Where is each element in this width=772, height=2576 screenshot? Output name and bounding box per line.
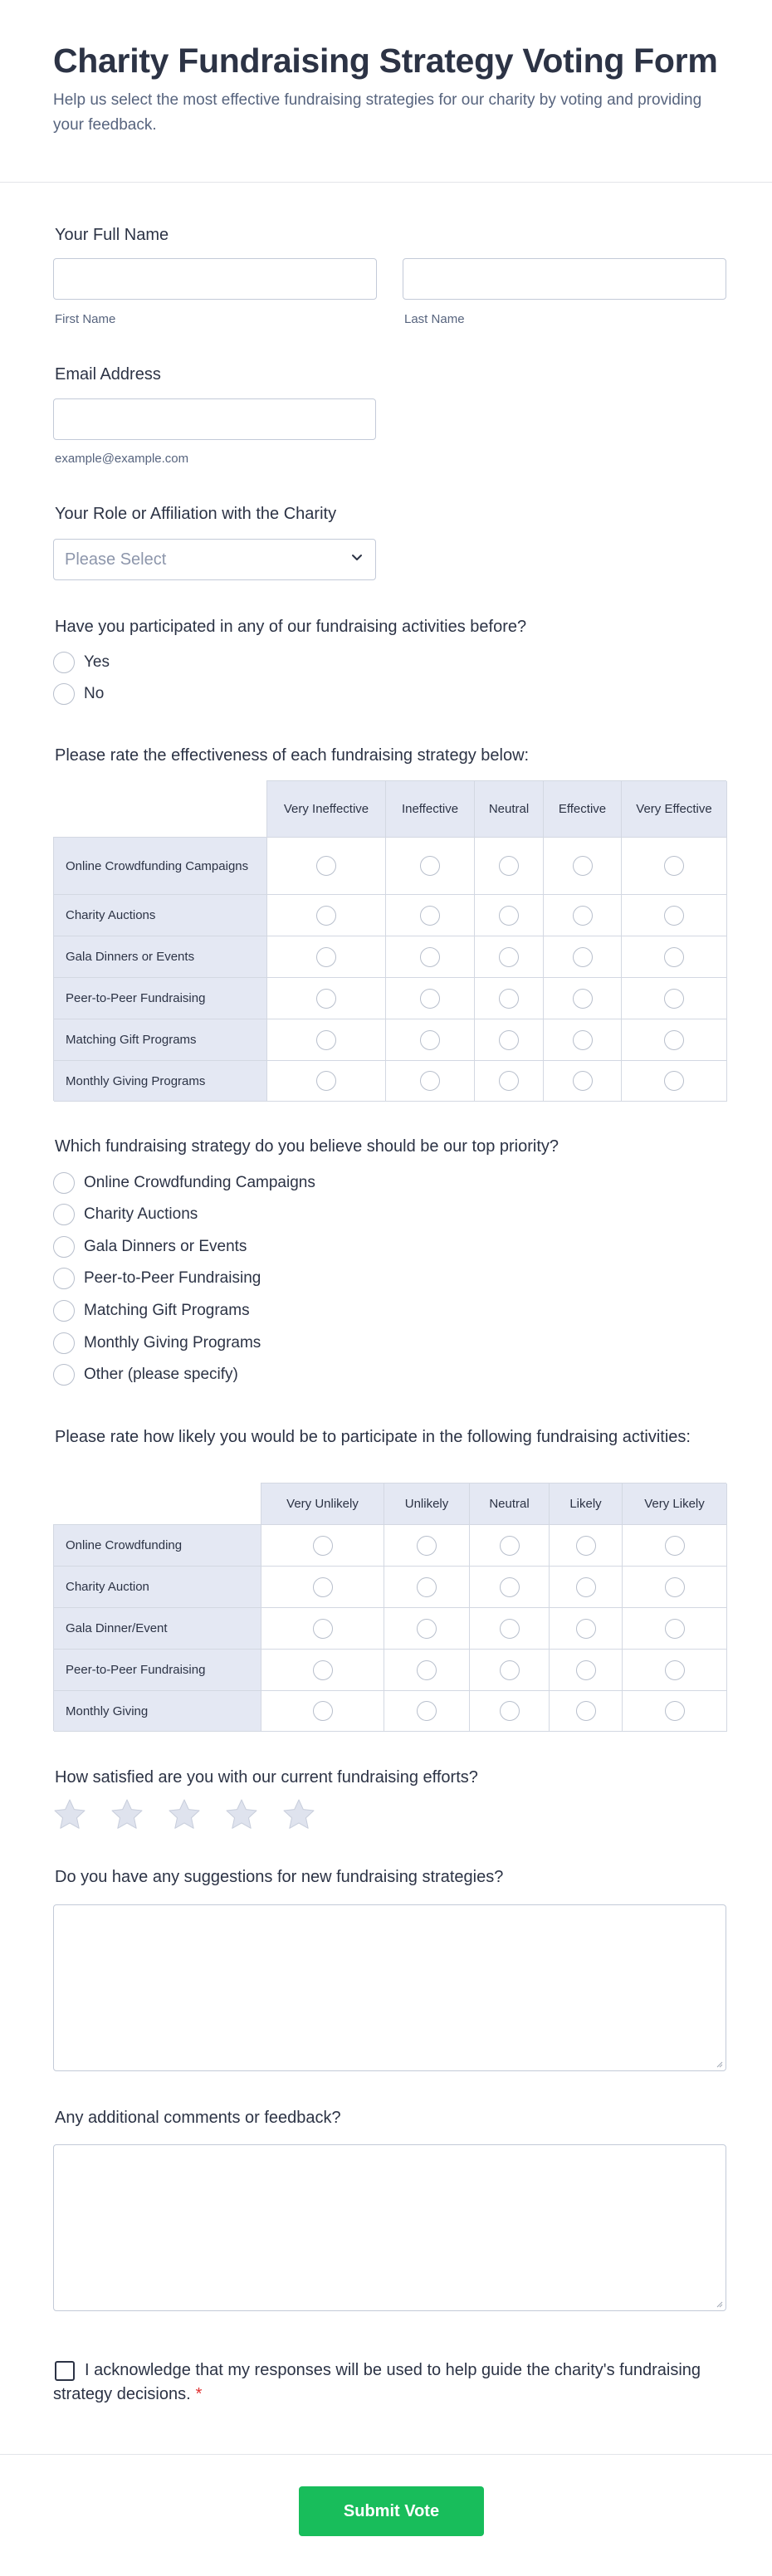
matrix-radio-button[interactable] [499,906,519,926]
matrix-cell [623,1691,727,1732]
matrix-radio-button[interactable] [576,1619,596,1639]
matrix-radio-button[interactable] [576,1536,596,1556]
matrix-cell [550,1650,623,1691]
required-mark: * [195,2385,203,2403]
matrix-cell [622,838,727,895]
matrix-cell [544,978,622,1019]
matrix-radio-button[interactable] [417,1701,437,1721]
matrix-radio-button[interactable] [499,1030,519,1050]
priority-option-label: Monthly Giving Programs [84,1334,261,1352]
matrix-cell [261,1525,384,1567]
matrix-radio-button[interactable] [665,1619,685,1639]
matrix-radio-button[interactable] [573,856,593,876]
matrix-cell [267,895,386,936]
matrix-cell [550,1525,623,1567]
matrix-cell [267,838,386,895]
matrix-radio-button[interactable] [417,1577,437,1597]
radio-button[interactable] [53,1364,75,1386]
priority-option-label: Other (please specify) [84,1366,238,1383]
matrix-column-header: Very Unlikely [261,1484,384,1525]
matrix-cell [470,1525,550,1567]
matrix-cell [475,936,544,978]
matrix-cell [622,1061,727,1102]
matrix-cell [386,1019,475,1061]
footer-divider [0,2454,772,2455]
matrix-radio-button[interactable] [500,1701,520,1721]
matrix-radio-button[interactable] [316,1030,336,1050]
radio-button[interactable] [53,1172,75,1194]
matrix-row-label: Monthly Giving Programs [54,1061,267,1102]
matrix-radio-button[interactable] [316,906,336,926]
matrix-cell [475,1061,544,1102]
matrix-cell [386,838,475,895]
last-name-input[interactable] [403,258,726,300]
matrix-cell [550,1691,623,1732]
priority-option-label: Online Crowdfunding Campaigns [84,1174,315,1191]
star-icon[interactable] [282,1798,315,1831]
matrix-cell [470,1650,550,1691]
effectiveness-matrix-label: Please rate the effectiveness of each fundraising strategy below: [55,746,530,765]
star-icon[interactable] [53,1798,86,1831]
matrix-cell [623,1608,727,1650]
matrix-radio-button[interactable] [576,1701,596,1721]
matrix-radio-button[interactable] [576,1660,596,1680]
suggestions-label: Do you have any suggestions for new fundraising strategies? [55,1868,504,1886]
first-name-sublabel: First Name [55,312,116,326]
matrix-radio-button[interactable] [500,1577,520,1597]
participated-option-label: No [84,685,105,702]
matrix-radio-button[interactable] [420,856,440,876]
matrix-radio-button[interactable] [420,1030,440,1050]
star-icon[interactable] [225,1798,258,1831]
matrix-cell [475,978,544,1019]
participated-option-label: Yes [84,653,110,671]
full-name-label: Your Full Name [55,226,169,244]
matrix-cell [622,1019,727,1061]
matrix-cell [384,1650,470,1691]
matrix-cell [470,1608,550,1650]
matrix-cell [475,1019,544,1061]
matrix-radio-button[interactable] [665,1660,685,1680]
matrix-radio-button[interactable] [573,989,593,1009]
effectiveness-matrix [53,780,726,1101]
radio-button[interactable] [53,1332,75,1354]
matrix-cell [261,1608,384,1650]
matrix-cell [267,1061,386,1102]
suggestions-textarea[interactable] [53,1904,726,2071]
matrix-radio-button[interactable] [313,1577,333,1597]
matrix-cell [623,1567,727,1608]
matrix-cell [384,1525,470,1567]
email-sublabel: example@example.com [55,452,189,466]
matrix-row-label: Peer-to-Peer Fundraising [54,978,267,1019]
matrix-cell [386,895,475,936]
matrix-radio-button[interactable] [316,1071,336,1091]
email-label: Email Address [55,365,161,384]
matrix-radio-button[interactable] [500,1536,520,1556]
matrix-corner [53,780,267,838]
matrix-row-label: Peer-to-Peer Fundraising [54,1650,261,1691]
matrix-cell [544,1061,622,1102]
radio-button[interactable] [53,683,75,705]
matrix-column-header: Effective [544,781,622,838]
radio-button[interactable] [53,1204,75,1225]
radio-button[interactable] [53,1300,75,1322]
matrix-column-header: Likely [550,1484,623,1525]
matrix-radio-button[interactable] [576,1577,596,1597]
matrix-radio-button[interactable] [500,1660,520,1680]
participated-label: Have you participated in any of our fundraising activities before? [55,618,527,636]
resize-handle-icon[interactable] [715,2300,723,2308]
matrix-cell [623,1525,727,1567]
matrix-cell [544,1019,622,1061]
form-title: Charity Fundraising Strategy Voting Form [53,42,718,80]
matrix-radio-button[interactable] [499,856,519,876]
matrix-cell [544,895,622,936]
form-header [0,0,772,183]
matrix-cell [267,978,386,1019]
matrix-radio-button[interactable] [313,1619,333,1639]
priority-option-label: Charity Auctions [84,1205,198,1223]
matrix-radio-button[interactable] [665,1536,685,1556]
matrix-cell [261,1650,384,1691]
matrix-column-header: Neutral [470,1484,550,1525]
matrix-radio-button[interactable] [665,1701,685,1721]
matrix-cell [386,936,475,978]
matrix-radio-button[interactable] [420,1071,440,1091]
matrix-cell [267,936,386,978]
matrix-row-label: Charity Auctions [54,895,267,936]
chevron-down-icon [350,550,364,566]
matrix-radio-button[interactable] [573,1071,593,1091]
matrix-cell [622,895,727,936]
matrix-column-header: Very Effective [622,781,727,838]
matrix-radio-button[interactable] [316,989,336,1009]
matrix-cell [622,978,727,1019]
role-label: Your Role or Affiliation with the Charity [55,505,337,523]
matrix-cell [261,1691,384,1732]
matrix-cell [623,1650,727,1691]
matrix-cell [384,1691,470,1732]
matrix-radio-button[interactable] [420,906,440,926]
matrix-radio-button[interactable] [664,989,684,1009]
matrix-row-label: Charity Auction [54,1567,261,1608]
matrix-column-header: Very Ineffective [267,781,386,838]
comments-textarea[interactable] [53,2144,726,2311]
matrix-cell [386,978,475,1019]
first-name-input[interactable] [53,258,377,300]
radio-button[interactable] [53,652,75,673]
matrix-row-label: Online Crowdfunding [54,1525,261,1567]
matrix-cell [267,1019,386,1061]
priority-option-label: Matching Gift Programs [84,1302,250,1319]
matrix-radio-button[interactable] [313,1536,333,1556]
matrix-cell [384,1567,470,1608]
matrix-radio-button[interactable] [420,989,440,1009]
acknowledge-label: I acknowledge that my responses will be used to help guide the charity's fundraising strategy decisions. [53,2361,701,2403]
form-description: Help us select the most effective fundraising strategies for our charity by voting and providing your feedback. [53,91,702,134]
matrix-radio-button[interactable] [665,1577,685,1597]
email-input[interactable] [53,398,376,440]
matrix-radio-button[interactable] [316,856,336,876]
priority-label: Which fundraising strategy do you believe should be our top priority? [55,1137,559,1156]
matrix-column-header: Very Likely [623,1484,727,1525]
matrix-radio-button[interactable] [417,1619,437,1639]
matrix-radio-button[interactable] [664,906,684,926]
matrix-radio-button[interactable] [573,1030,593,1050]
matrix-cell [470,1567,550,1608]
matrix-cell [475,838,544,895]
priority-option-label: Gala Dinners or Events [84,1238,247,1255]
star-icon[interactable] [168,1798,201,1831]
matrix-radio-button[interactable] [499,989,519,1009]
likelihood-matrix [53,1483,726,1731]
matrix-column-header: Ineffective [386,781,475,838]
matrix-cell [475,895,544,936]
matrix-row-label: Matching Gift Programs [54,1019,267,1061]
last-name-sublabel: Last Name [404,312,465,326]
matrix-row-label: Gala Dinner/Event [54,1608,261,1650]
matrix-radio-button[interactable] [573,906,593,926]
matrix-corner [53,1483,261,1525]
matrix-cell [470,1691,550,1732]
acknowledge-text [53,2358,709,2407]
likelihood-matrix-label: Please rate how likely you would be to participate in the following fundraising activities: [55,1428,691,1446]
matrix-cell [544,838,622,895]
star-icon[interactable] [110,1798,144,1831]
submit-button[interactable]: Submit Vote [299,2486,484,2536]
matrix-radio-button[interactable] [417,1660,437,1680]
matrix-radio-button[interactable] [499,1071,519,1091]
matrix-column-header: Unlikely [384,1484,470,1525]
matrix-row-label: Online Crowdfunding Campaigns [54,838,267,895]
satisfaction-label: How satisfied are you with our current fundraising efforts? [55,1768,478,1787]
matrix-cell [261,1567,384,1608]
matrix-row-label: Gala Dinners or Events [54,936,267,978]
matrix-radio-button[interactable] [313,1701,333,1721]
role-select[interactable] [53,539,376,580]
matrix-radio-button[interactable] [664,856,684,876]
matrix-radio-button[interactable] [573,947,593,967]
matrix-cell [622,936,727,978]
priority-option-label: Peer-to-Peer Fundraising [84,1269,261,1287]
matrix-radio-button[interactable] [420,947,440,967]
matrix-radio-button[interactable] [417,1536,437,1556]
matrix-radio-button[interactable] [316,947,336,967]
matrix-cell [550,1608,623,1650]
matrix-radio-button[interactable] [313,1660,333,1680]
matrix-radio-button[interactable] [664,1071,684,1091]
matrix-cell [384,1608,470,1650]
matrix-cell [550,1567,623,1608]
comments-label: Any additional comments or feedback? [55,2109,341,2127]
matrix-cell [544,936,622,978]
matrix-radio-button[interactable] [499,947,519,967]
radio-button[interactable] [53,1236,75,1258]
matrix-radio-button[interactable] [500,1619,520,1639]
matrix-column-header: Neutral [475,781,544,838]
role-select-placeholder: Please Select [65,550,167,569]
matrix-row-label: Monthly Giving [54,1691,261,1732]
matrix-radio-button[interactable] [664,947,684,967]
resize-handle-icon[interactable] [715,2060,723,2068]
matrix-radio-button[interactable] [664,1030,684,1050]
matrix-cell [386,1061,475,1102]
radio-button[interactable] [53,1268,75,1289]
